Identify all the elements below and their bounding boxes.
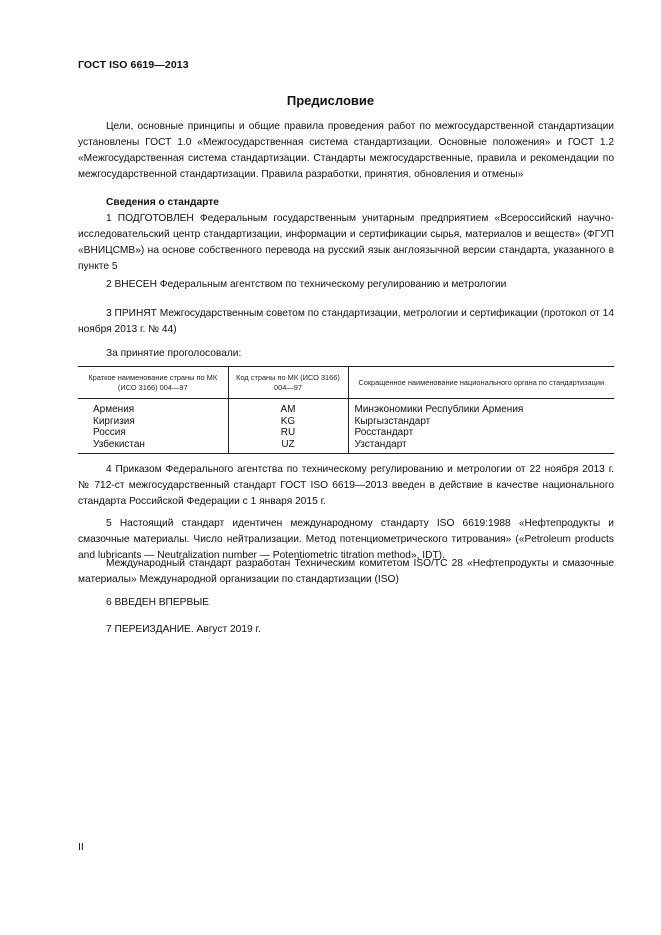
item-1-paragraph: 1 ПОДГОТОВЛЕН Федеральным государственным унитарным предприятием «Всероссийский научно-исследовательский центр стандартизации, информации и сертификации сырья, материалов и веществ» (ФГУП «ВНИЦСМВ») на основе собственного перевода на русский язык англоязычной версии стандарта, указанного в пункте 5 <box>78 213 614 272</box>
table-cell-agency: Кыргызстандарт <box>348 416 614 428</box>
intro-paragraph: Цели, основные принципы и общие правила проведения работ по межгосударственной стандартизации установлены ГОСТ 1.0 «Межгосударственная система стандартизации. Основные положения» и ГОСТ 1.2 «Межгосударственная система стандартизации. Стандарты межгосударственные, правила и рекомендации по межгосударственной стандартизации. Правила разработки, принятия, обновления и отмены» <box>78 121 614 180</box>
table-cell-code: KG <box>228 416 348 428</box>
table-cell-code: RU <box>228 427 348 439</box>
table-cell-code: AM <box>228 399 348 416</box>
page-title: Предисловие <box>286 93 375 108</box>
document-header: ГОСТ ISO 6619—2013 <box>78 59 189 71</box>
page-number: II <box>78 841 84 853</box>
item-2-paragraph: 2 ВНЕСЕН Федеральным агентством по техническому регулированию и метрологии <box>106 279 507 290</box>
item-7-paragraph: 7 ПЕРЕИЗДАНИЕ. Август 2019 г. <box>106 624 261 635</box>
item-6-paragraph: 6 ВВЕДЕН ВПЕРВЫЕ <box>106 597 210 608</box>
table-cell-country: Армения <box>93 404 135 415</box>
table-cell-country: Киргизия <box>93 415 135 427</box>
voted-label: За принятие проголосовали: <box>106 348 242 359</box>
table-row <box>78 416 614 428</box>
table-cell-country: Узбекистан <box>78 439 228 454</box>
table-cell-agency: Минэкономики Республики Армения <box>348 399 614 416</box>
table-cell-country: Россия <box>93 427 126 438</box>
table-header-row <box>78 367 614 399</box>
table-row <box>78 399 614 416</box>
item-4-paragraph: 4 Приказом Федерального агентства по техническому регулированию и метрологии от 22 ноября 2013 г. № 712-ст межгосударственный стандарт ГОСТ ISO 6619—2013 введен в действие в качестве национального стандарта Российской Федерации с 1 января 2015 г. <box>78 464 614 507</box>
item-5-note-paragraph: Международный стандарт разработан Техническим комитетом ISO/TC 28 «Нефтепродукты и смазочные материалы» Международной организации по стандартизации (ISO) <box>78 558 614 585</box>
table-cell-agency: Росстандарт <box>348 427 614 439</box>
item-3-paragraph: 3 ПРИНЯТ Межгосударственным советом по стандартизации, метрологии и сертификации (протокол от 14 ноября 2013 г. № 44) <box>78 308 614 335</box>
table-cell-agency: Узстандарт <box>348 439 614 454</box>
voting-table <box>78 366 614 454</box>
table-row <box>78 439 614 454</box>
table-header-code: Код страны по МК (ИСО 3166) 004—97 <box>228 367 348 399</box>
item-5-paragraph: 5 Настоящий стандарт идентичен международному стандарту ISO 6619:1988 «Нефтепродукты и смазочные материалы. Число нейтрализации. Метод потенциометрического титрования» («Petroleum products and lubricants — Neutralization number — Potentiometric titration method», IDT). <box>78 518 614 561</box>
table-row <box>78 427 614 439</box>
table-header-country: Краткое наименование страны по МК (ИСО 3166) 004—97 <box>78 367 228 399</box>
section-title: Сведения о стандарте <box>106 197 219 208</box>
table-cell-code: UZ <box>228 439 348 454</box>
table-header-agency: Сокращенное наименование национального органа по стандартизации <box>348 367 614 399</box>
